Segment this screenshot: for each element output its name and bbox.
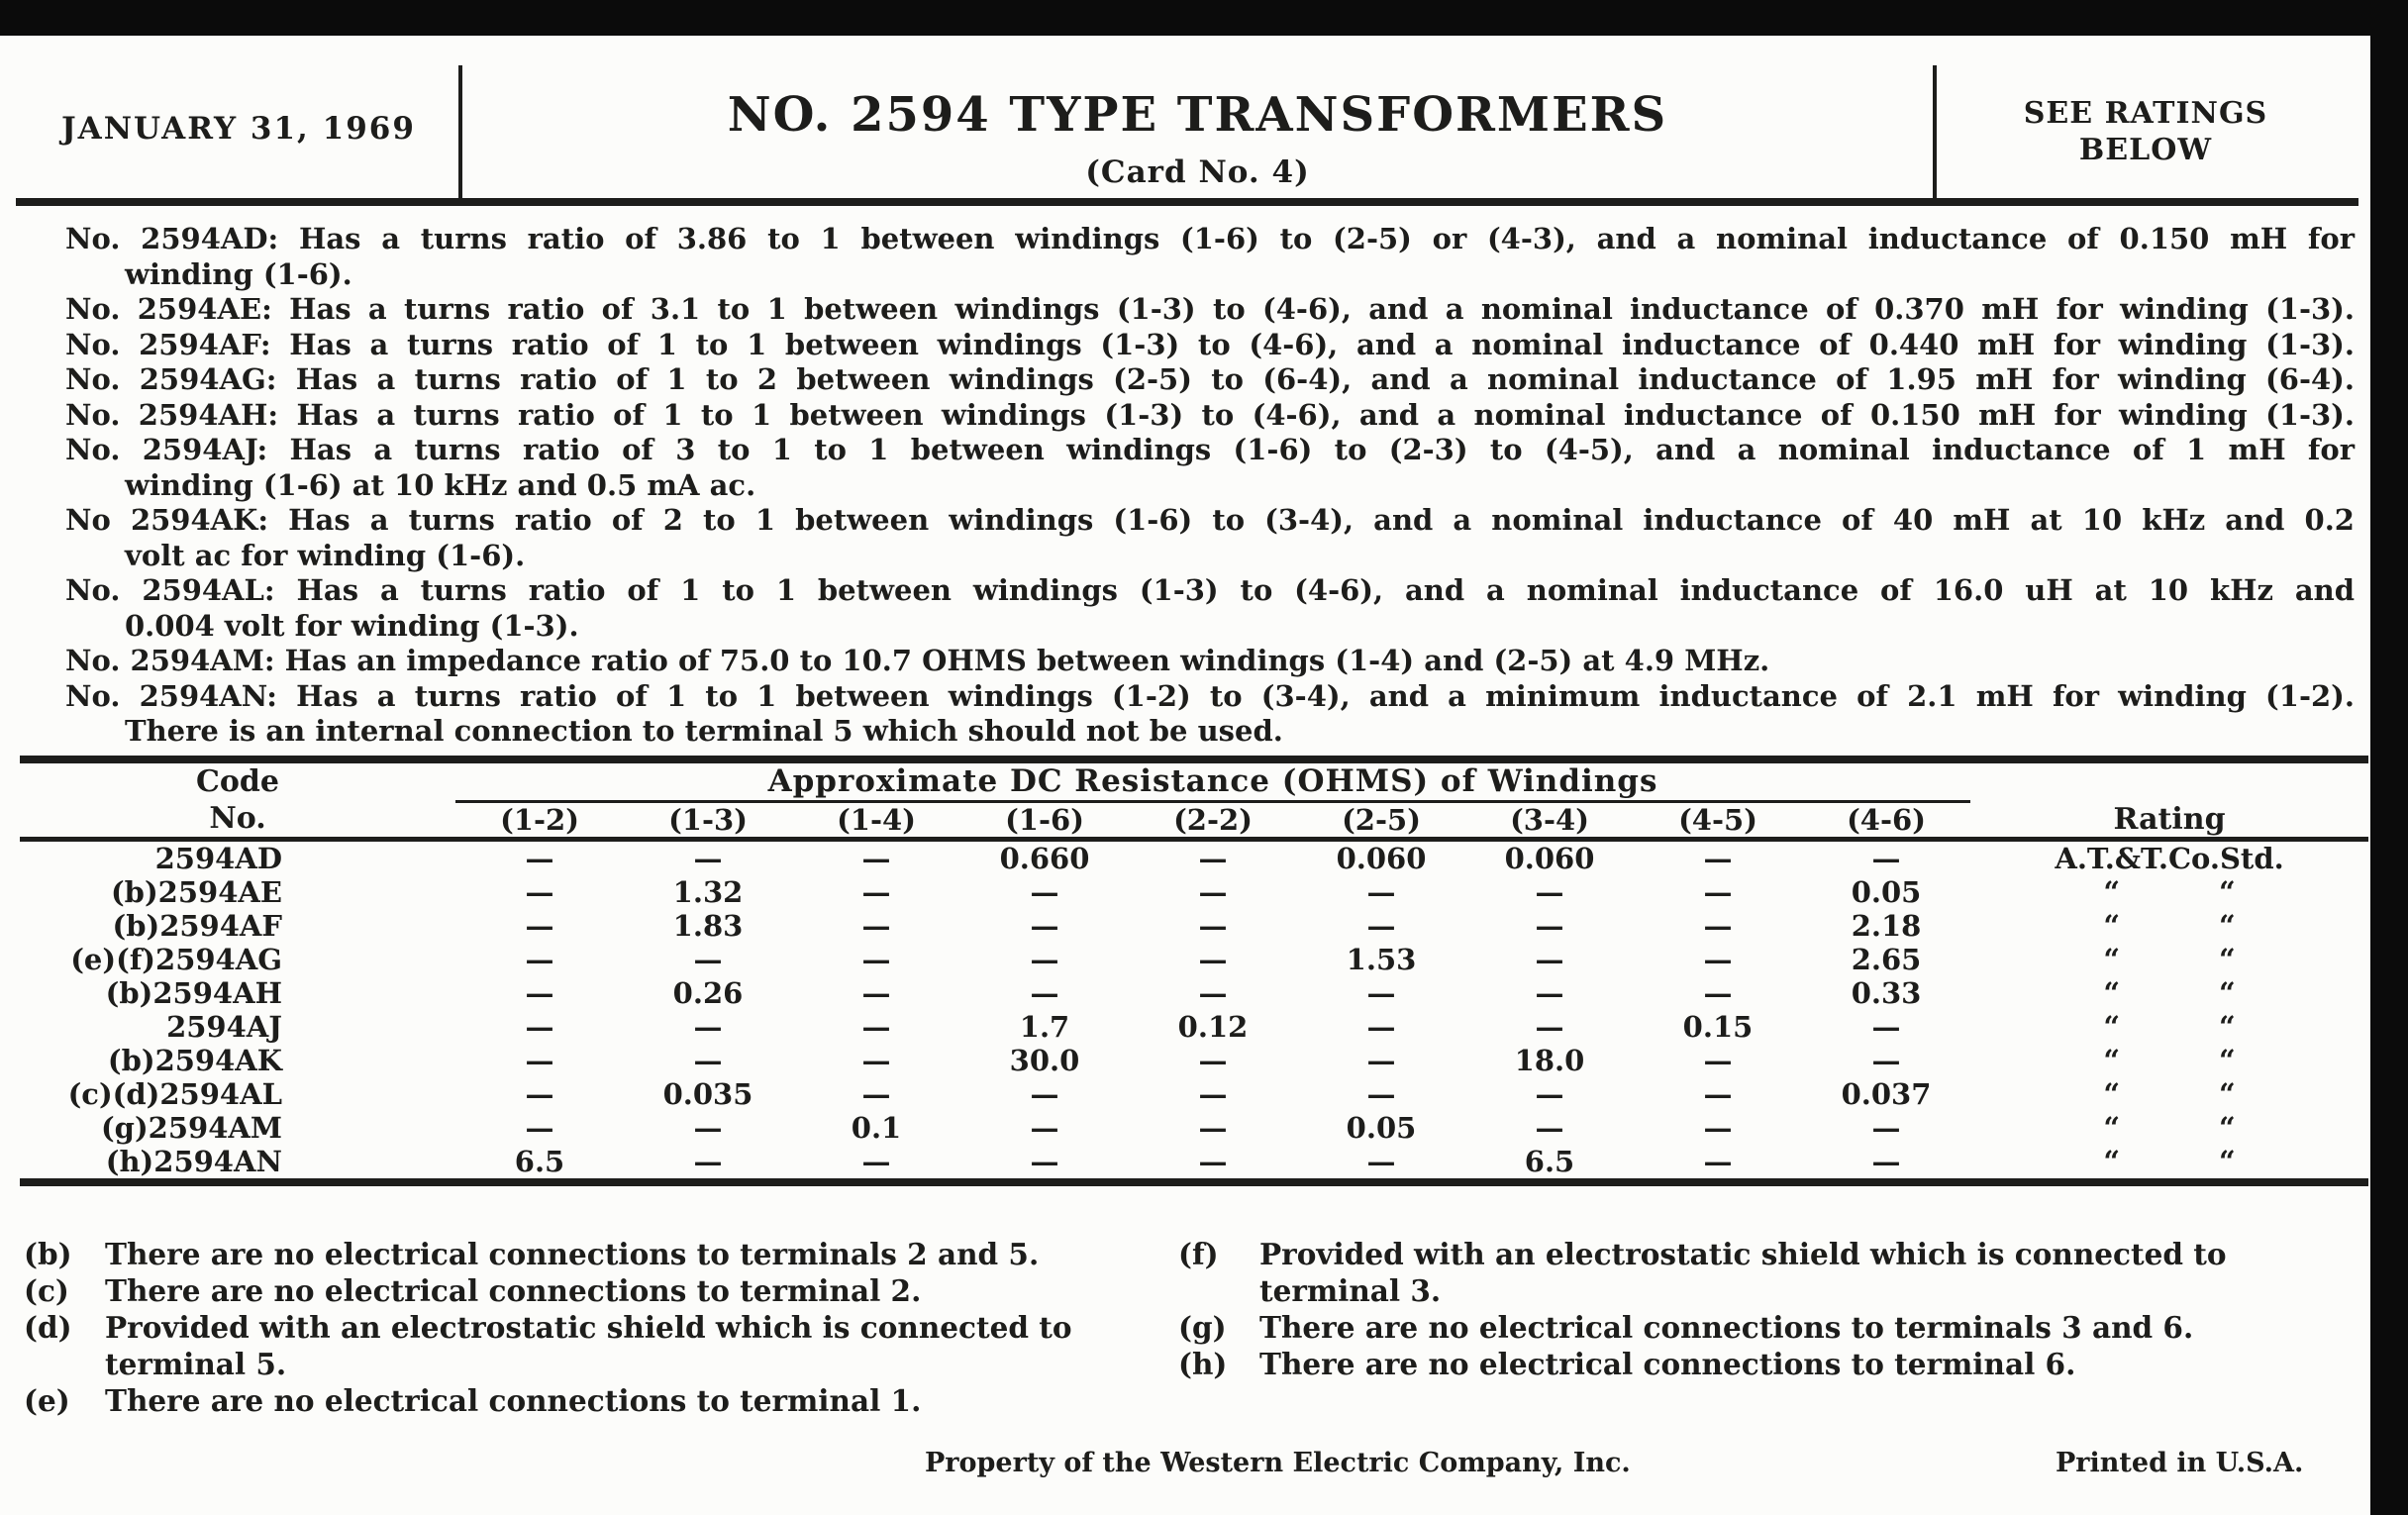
notes-list [65, 222, 2355, 750]
note-line: No. 2594AM: Has an impedance ratio of 75.0 to 10.7 OHMS between windings (1-4) and (2-5) at 4.9 MHz. [65, 644, 1770, 677]
rating-cell [1970, 976, 2368, 1010]
resistance-cell: — [861, 1145, 891, 1178]
resistance-cell: 0.15 [1682, 1010, 1754, 1044]
resistance-cell: 1.83 [672, 909, 744, 943]
card-number: (Card No. 4) [1085, 154, 1310, 190]
resistance-cell: — [1703, 1111, 1733, 1145]
resistance-cell: — [525, 842, 554, 875]
footnote-text: There are no electrical connections to terminals 3 and 6. [1259, 1310, 2194, 1345]
ditto-mark: “ [2103, 1145, 2121, 1178]
footnote-marker: (b) [24, 1237, 72, 1271]
footnote-text: There are no electrical connections to terminal 1. [105, 1383, 922, 1418]
ditto-pair [1970, 1077, 2368, 1111]
winding-column-header: (4-6) [1802, 801, 1970, 839]
resistance-cell: 0.035 [662, 1077, 753, 1111]
table-body [20, 840, 2368, 1183]
resistance-cell: — [1198, 1044, 1228, 1077]
winding-column-header: (1-4) [792, 801, 960, 839]
ditto-mark: “ [2103, 1077, 2121, 1111]
code-header-line2: No. [209, 801, 266, 836]
note-line: volt ac for winding (1-6). [125, 538, 526, 572]
note-line: winding (1-6) at 10 kHz and 0.5 mA ac. [125, 467, 756, 502]
winding-column-header: (4-5) [1634, 801, 1802, 839]
resistance-cell: — [1198, 943, 1228, 976]
resistance-cell: — [1535, 1077, 1564, 1111]
resistance-cell: — [1366, 1145, 1396, 1178]
rating-cell [1970, 1077, 2368, 1111]
resistance-cell: — [1871, 1111, 1901, 1145]
ditto-mark: “ [2103, 909, 2121, 943]
resistance-cell: 0.05 [1851, 875, 1922, 909]
rating-cell [1970, 909, 2368, 943]
ditto-mark: “ [2103, 1044, 2121, 1077]
ditto-mark: “ [2103, 1010, 2121, 1044]
footnote-text: Provided with an electrostatic shield which is connected to terminal 3. [1259, 1237, 2227, 1308]
winding-column-header: (1-6) [960, 801, 1129, 839]
resistance-cell: — [1703, 875, 1733, 909]
resistance-cell: — [1030, 909, 1059, 943]
resistance-cell: — [861, 875, 891, 909]
footnote-marker: (g) [1178, 1310, 1227, 1345]
resistance-cell: — [1703, 1145, 1733, 1178]
footnote-text: There are no electrical connections to terminals 2 and 5. [105, 1237, 1040, 1271]
code-column-header [20, 759, 455, 840]
ditto-mark: “ [2219, 1145, 2236, 1178]
resistance-cell: — [1535, 909, 1564, 943]
note-line: winding (1-6). [125, 256, 352, 291]
footnote-marker: (c) [24, 1273, 69, 1308]
table-row [20, 909, 2368, 943]
table-row [20, 1145, 2368, 1182]
winding-column-header: (2-5) [1297, 801, 1465, 839]
footnote-marker: (e) [24, 1383, 70, 1418]
footnote [1178, 1346, 2267, 1382]
note-line: There is an internal connection to terminal 5 which should not be used. [125, 714, 1283, 748]
ditto-pair [1970, 1044, 2368, 1077]
winding-column-header: (3-4) [1465, 801, 1634, 839]
resistance-cell: — [1366, 976, 1396, 1010]
rating-cell [1970, 1111, 2368, 1145]
resistance-cell: 1.53 [1346, 943, 1417, 976]
ditto-pair [1970, 875, 2368, 909]
footnote-text: Provided with an electrostatic shield which is connected to terminal 5. [105, 1310, 1072, 1381]
resistance-cell: — [861, 943, 891, 976]
resistance-cell: — [1703, 909, 1733, 943]
footnote-marker: (d) [24, 1310, 72, 1345]
resistance-cell: — [1030, 875, 1059, 909]
rating-cell [1970, 1010, 2368, 1044]
ditto-mark: “ [2219, 943, 2236, 976]
resistance-cell: — [525, 1077, 554, 1111]
document-date: JANUARY 31, 1969 [61, 111, 416, 147]
resistance-cell: — [693, 1111, 723, 1145]
note-line: No. 2594AG: Has a turns ratio of 1 to 2 between windings (2-5) to (6-4), and a nominal inductance of 1.95 mH for winding (6-4). [65, 362, 2355, 396]
ditto-mark: “ [2103, 875, 2121, 909]
resistance-cell: — [1703, 943, 1733, 976]
ditto-mark: “ [2219, 976, 2236, 1010]
resistance-cell: 18.0 [1514, 1044, 1585, 1077]
ditto-mark: “ [2219, 1077, 2236, 1111]
code-cell: (b)2594AF [112, 909, 282, 943]
rating-cell [1970, 875, 2368, 909]
resistance-cell: — [525, 943, 554, 976]
ditto-pair [1970, 909, 2368, 943]
footnote-marker: (h) [1178, 1347, 1228, 1381]
code-cell: (b)2594AK [107, 1044, 282, 1077]
resistance-cell: 0.1 [851, 1111, 902, 1145]
resistance-cell: 0.26 [672, 976, 744, 1010]
table-row [20, 840, 2368, 876]
resistance-cell: 0.060 [1504, 842, 1595, 875]
note-line: No. 2594AD: Has a turns ratio of 3.86 to 1 between windings (1-6) to (2-5) or (4-3), and a nominal inductance of 0.150 mH for [65, 222, 2355, 255]
resistance-cell: 0.660 [999, 842, 1090, 875]
resistance-cell: — [861, 842, 891, 875]
resistance-cell: — [693, 842, 723, 875]
ditto-mark: “ [2219, 1044, 2236, 1077]
resistance-cell: 0.05 [1346, 1111, 1417, 1145]
table-row [20, 1010, 2368, 1044]
resistance-cell: — [525, 875, 554, 909]
resistance-cell: — [861, 976, 891, 1010]
resistance-cell: — [1030, 943, 1059, 976]
code-cell: (h)2594AN [105, 1145, 282, 1178]
resistance-cell: — [1535, 943, 1564, 976]
code-cell: (b)2594AE [110, 875, 282, 909]
code-cell: (g)2594AM [100, 1111, 282, 1145]
resistance-cell: — [1198, 976, 1228, 1010]
resistance-cell: — [1366, 1077, 1396, 1111]
code-header-line1: Code [196, 764, 279, 799]
resistance-cell: — [1871, 1044, 1901, 1077]
resistance-cell: 0.037 [1841, 1077, 1932, 1111]
resistance-cell: — [1366, 909, 1396, 943]
note-line: No. 2594AN: Has a turns ratio of 1 to 1 between windings (1-2) to (3-4), and a minimum inductance of 2.1 mH for winding (1-2). [65, 678, 2355, 713]
scan-top-border [0, 0, 2408, 36]
note-line: No 2594AK: Has a turns ratio of 2 to 1 between windings (1-6) to (3-4), and a nominal inductance of 40 mH at 10 kHz and 0.2 [65, 503, 2355, 537]
resistance-cell: — [525, 1010, 554, 1044]
ditto-mark: “ [2103, 976, 2121, 1010]
ditto-mark: “ [2219, 1010, 2236, 1044]
resistance-cell: — [525, 976, 554, 1010]
resistance-cell: — [861, 1010, 891, 1044]
table-row [20, 1111, 2368, 1145]
resistance-cell: — [1703, 842, 1733, 875]
rating-cell: A.T.&T.Co.Std. [2055, 842, 2284, 875]
resistance-cell: — [861, 909, 891, 943]
resistance-cell: — [1198, 1077, 1228, 1111]
footer-property-line: Property of the Western Electric Company, Inc. [925, 1448, 1631, 1478]
ditto-pair [1970, 1145, 2368, 1178]
footnote [24, 1309, 1113, 1382]
code-cell: (e)(f)2594AG [70, 943, 282, 976]
resistance-cell: — [861, 1077, 891, 1111]
see-ratings-note [1941, 95, 2351, 168]
resistance-cell: — [1703, 1077, 1733, 1111]
winding-column-header: (1-2) [455, 801, 624, 839]
resistance-cell: 0.12 [1177, 1010, 1249, 1044]
ditto-mark: “ [2103, 1111, 2121, 1145]
rating-column-header: Rating [1970, 759, 2368, 840]
resistance-cell: — [693, 1044, 723, 1077]
footnote [24, 1272, 1113, 1309]
note-line: No. 2594AF: Has a turns ratio of 1 to 1 between windings (1-3) to (4-6), and a nominal inductance of 0.440 mH for winding (1-3). [65, 327, 2355, 361]
group-header: Approximate DC Resistance (OHMS) of Windings [455, 759, 1970, 801]
resistance-cell: — [861, 1044, 891, 1077]
note-line: No. 2594AJ: Has a turns ratio of 3 to 1 to 1 between windings (1-6) to (2-3) to (4-5), and a nominal inductance of 1 mH for [65, 433, 2355, 466]
resistance-cell: 30.0 [1009, 1044, 1080, 1077]
ditto-pair [1970, 943, 2368, 976]
table-row [20, 976, 2368, 1010]
code-cell: (c)(d)2594AL [67, 1077, 282, 1111]
see-ratings-line1: SEE RATINGS [2023, 96, 2268, 131]
resistance-cell: — [1198, 842, 1228, 875]
resistance-cell: — [525, 909, 554, 943]
page-title: NO. 2594 TYPE TRANSFORMERS [727, 87, 1668, 143]
resistance-cell: 1.32 [672, 875, 744, 909]
footer-printed-line: Printed in U.S.A. [2056, 1448, 2304, 1478]
resistance-cell: — [1703, 1044, 1733, 1077]
resistance-cell: — [1030, 976, 1059, 1010]
resistance-cell: 6.5 [514, 1145, 565, 1178]
footnote [1178, 1309, 2267, 1346]
note-line: No. 2594AH: Has a turns ratio of 1 to 1 between windings (1-3) to (4-6), and a nominal inductance of 0.150 mH for winding (1-3). [65, 397, 2355, 432]
resistance-cell: — [1535, 875, 1564, 909]
rating-cell [1970, 943, 2368, 976]
ditto-mark: “ [2103, 943, 2121, 976]
resistance-cell: — [1198, 909, 1228, 943]
footnote [1178, 1236, 2267, 1309]
header-rule [16, 198, 2358, 206]
winding-column-header: (1-3) [624, 801, 792, 839]
resistance-cell: — [1871, 842, 1901, 875]
title-block [462, 87, 1933, 190]
footnotes-left-column [24, 1236, 1113, 1419]
footnote [24, 1236, 1113, 1272]
resistance-cell: — [1198, 875, 1228, 909]
code-cell: 2594AJ [166, 1010, 282, 1044]
ditto-pair [1970, 1010, 2368, 1044]
resistance-cell: — [1535, 1010, 1564, 1044]
ditto-mark: “ [2219, 1111, 2236, 1145]
resistance-cell: — [1198, 1111, 1228, 1145]
resistance-cell: — [1198, 1145, 1228, 1178]
dc-resistance-table [20, 756, 2368, 1186]
resistance-cell: — [1871, 1010, 1901, 1044]
ditto-mark: “ [2219, 909, 2236, 943]
resistance-cell: — [1535, 1111, 1564, 1145]
resistance-cell: 0.060 [1336, 842, 1427, 875]
table-row [20, 1044, 2368, 1077]
footnote [24, 1382, 1113, 1419]
ditto-pair [1970, 1111, 2368, 1145]
resistance-cell: 2.65 [1851, 943, 1922, 976]
resistance-cell: — [525, 1044, 554, 1077]
resistance-cell: 1.7 [1019, 1010, 1070, 1044]
see-ratings-line2: BELOW [2078, 133, 2213, 167]
note-line: 0.004 volt for winding (1-3). [125, 608, 579, 643]
table-row [20, 943, 2368, 976]
code-cell: (b)2594AH [105, 976, 282, 1010]
resistance-cell: — [693, 1145, 723, 1178]
resistance-cell: — [1366, 1010, 1396, 1044]
resistance-cell: — [1703, 976, 1733, 1010]
scan-right-border [2370, 0, 2408, 1515]
ditto-mark: “ [2219, 875, 2236, 909]
resistance-cell: — [525, 1111, 554, 1145]
note-line: No. 2594AE: Has a turns ratio of 3.1 to 1 between windings (1-3) to (4-6), and a nominal inductance of 0.370 mH for winding (1-3). [65, 292, 2355, 326]
resistance-cell: 6.5 [1524, 1145, 1575, 1178]
resistance-cell: — [1366, 1044, 1396, 1077]
footnote-text: There are no electrical connections to terminal 2. [105, 1273, 922, 1308]
rating-cell [1970, 1145, 2368, 1182]
note-line: No. 2594AL: Has a turns ratio of 1 to 1 between windings (1-3) to (4-6), and a nominal inductance of 16.0 uH at 10 kHz and [65, 573, 2355, 607]
resistance-cell: 2.18 [1851, 909, 1922, 943]
code-cell: 2594AD [154, 842, 282, 875]
resistance-cell: — [1535, 976, 1564, 1010]
resistance-cell: 0.33 [1851, 976, 1922, 1010]
rating-cell [1970, 1044, 2368, 1077]
resistance-cell: — [1030, 1111, 1059, 1145]
resistance-cell: — [1871, 1145, 1901, 1178]
resistance-cell: — [1366, 875, 1396, 909]
resistance-cell: — [693, 1010, 723, 1044]
header-divider-right [1933, 65, 1937, 200]
winding-column-header: (2-2) [1129, 801, 1297, 839]
resistance-cell: — [1030, 1145, 1059, 1178]
footnotes-right-column [1178, 1236, 2267, 1382]
resistance-cell: — [693, 943, 723, 976]
table-row [20, 875, 2368, 909]
footnote-text: There are no electrical connections to terminal 6. [1259, 1347, 2076, 1381]
resistance-cell: — [1030, 1077, 1059, 1111]
table-header-row-top [20, 759, 2368, 801]
footnote-marker: (f) [1178, 1237, 1219, 1271]
table-row [20, 1077, 2368, 1111]
ditto-pair [1970, 976, 2368, 1010]
